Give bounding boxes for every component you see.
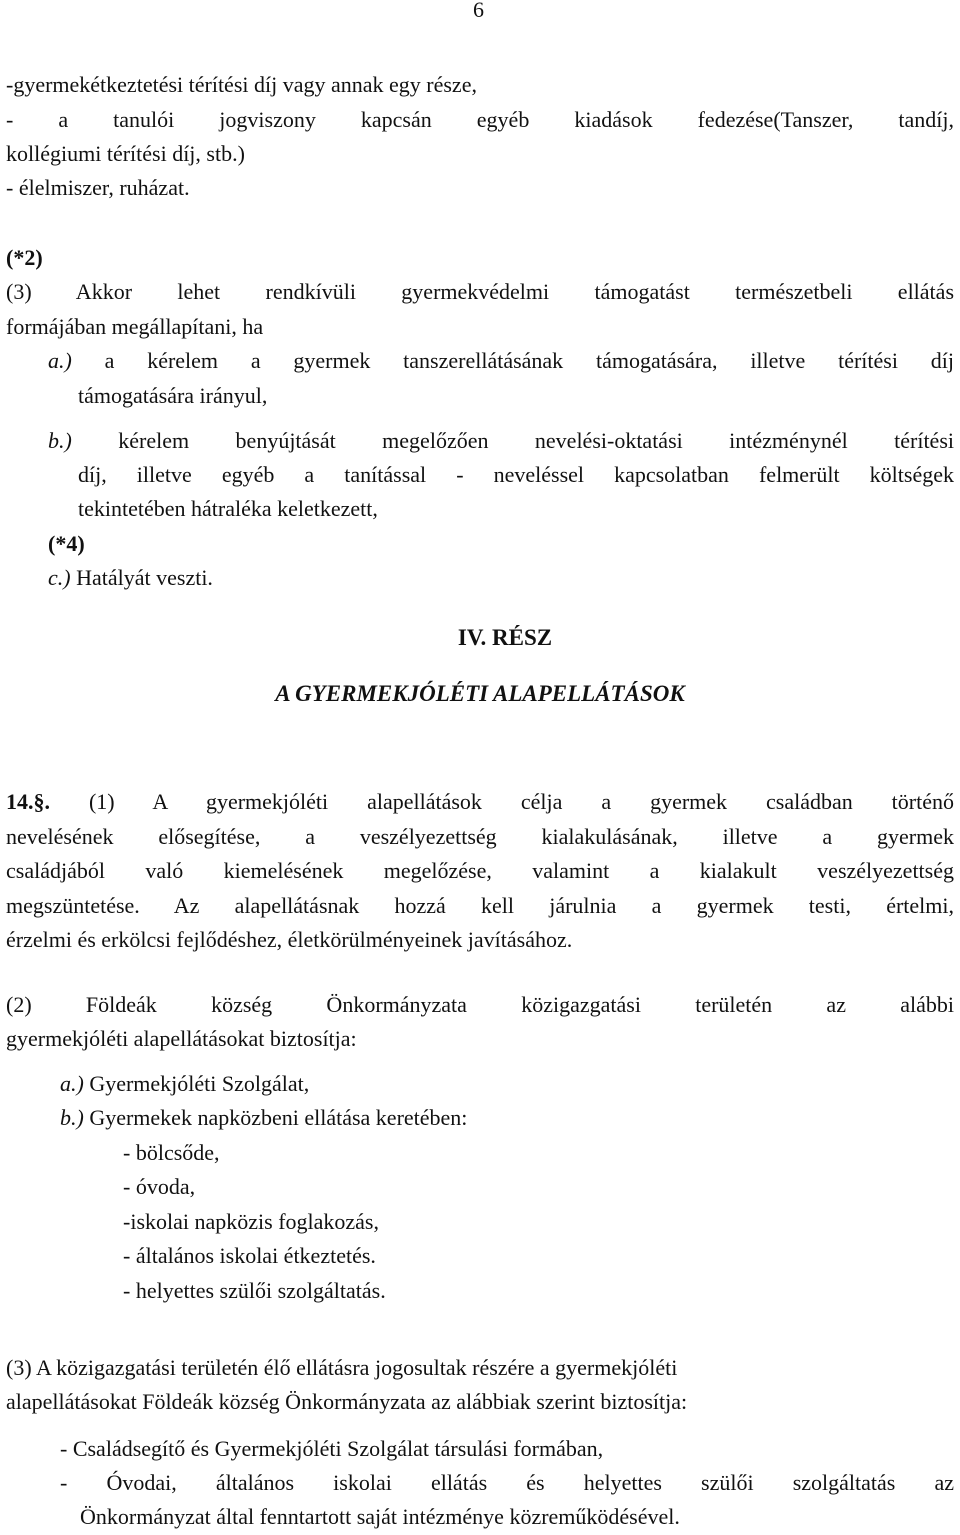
- text-line: nevelésének elősegítése, a veszélyezettség kialakulásának, illetve a gyermek: [6, 824, 954, 849]
- text-line: érzelmi és erkölcsi fejlődéshez, életkörülményeinek javításához.: [6, 927, 573, 952]
- list-item: - általános iskolai étkeztetés.: [123, 1243, 376, 1268]
- text-line: családjából való kiemelésének megelőzése, valamint a kialakult veszélyezettség: [6, 858, 954, 883]
- list-item: - helyettes szülői szolgáltatás.: [123, 1278, 386, 1303]
- text-line: -gyermekétkeztetési térítési díj vagy annak egy része,: [6, 72, 477, 97]
- list-text: Hatályát veszti.: [70, 565, 213, 590]
- list-item-a: [48, 343, 954, 379]
- list-item: -iskolai napközis foglakozás,: [123, 1209, 379, 1234]
- list-item: - bölcsőde,: [123, 1140, 220, 1165]
- section-14-line: [6, 784, 954, 820]
- text-line: díj, illetve egyéb a tanítással - neveléssel kapcsolatban felmerült költségek: [78, 462, 954, 487]
- text-line: (3) Akkor lehet rendkívüli gyermekvédelmi támogatást természetbeli ellátás: [6, 279, 954, 304]
- text-line: - a tanulói jogviszony kapcsán egyéb kiadások fedezése(Tanszer, tandíj,: [6, 107, 954, 132]
- list-item-b: [48, 423, 954, 459]
- list-text: a kérelem a gyermek tanszerellátásának támogatására, illetve térítési díj: [71, 348, 954, 373]
- list-label: b.): [48, 428, 72, 453]
- text-line: (2) Földeák község Önkormányzata közigazgatási területén az alábbi: [6, 992, 954, 1017]
- section-text: (1) A gyermekjóléti alapellátások célja a gyermek családban történő: [50, 789, 954, 814]
- list-text: kérelem benyújtását megelőzően nevelési-oktatási intézménynél térítési: [71, 428, 954, 453]
- part-title: IV. RÉSZ: [457, 625, 553, 650]
- list-item: - Családsegítő és Gyermekjóléti Szolgálat társulási formában,: [60, 1436, 604, 1461]
- text-line: formájában megállapítani, ha: [6, 314, 264, 339]
- text-line: - élelmiszer, ruházat.: [6, 175, 190, 200]
- text-line: gyermekjóléti alapellátásokat biztosítja:: [6, 1026, 357, 1051]
- text-line: megszüntetése. Az alapellátásnak hozzá kell járulnia a gyermek testi, értelmi,: [6, 893, 954, 918]
- list-label: b.): [60, 1105, 84, 1130]
- section-number: 14.§.: [6, 789, 50, 814]
- list-label: a.): [60, 1071, 84, 1096]
- text-line: (3) A közigazgatási területén élő ellátásra jogosultak részére a gyermekjóléti: [6, 1355, 678, 1380]
- list-text: Gyermekjóléti Szolgálat,: [83, 1071, 310, 1096]
- text-line: támogatására irányul,: [78, 383, 268, 408]
- list-text: Gyermekek napközbeni ellátása keretében:: [83, 1105, 468, 1130]
- list-item-b: [60, 1100, 954, 1136]
- amendment-marker: (*4): [48, 531, 85, 556]
- list-label: c.): [48, 565, 71, 590]
- list-label: a.): [48, 348, 72, 373]
- text-line: Önkormányzat által fenntartott saját intézménye közreműködésével.: [80, 1504, 680, 1529]
- text-line: alapellátásokat Földeák község Önkormányzata az alábbiak szerint biztosítja:: [6, 1389, 688, 1414]
- part-subtitle: A GYERMEKJÓLÉTI ALAPELLÁTÁSOK: [275, 681, 685, 706]
- list-item-a: [60, 1066, 954, 1102]
- text-line: kollégiumi térítési díj, stb.): [6, 141, 245, 166]
- list-item: - Óvodai, általános iskolai ellátás és helyettes szülői szolgáltatás az: [60, 1470, 954, 1495]
- page-number: 6: [473, 0, 484, 22]
- list-item: - óvoda,: [123, 1174, 196, 1199]
- amendment-marker: (*2): [6, 245, 43, 270]
- text-line: tekintetében hátraléka keletkezett,: [78, 496, 378, 521]
- list-item-c: [48, 560, 954, 596]
